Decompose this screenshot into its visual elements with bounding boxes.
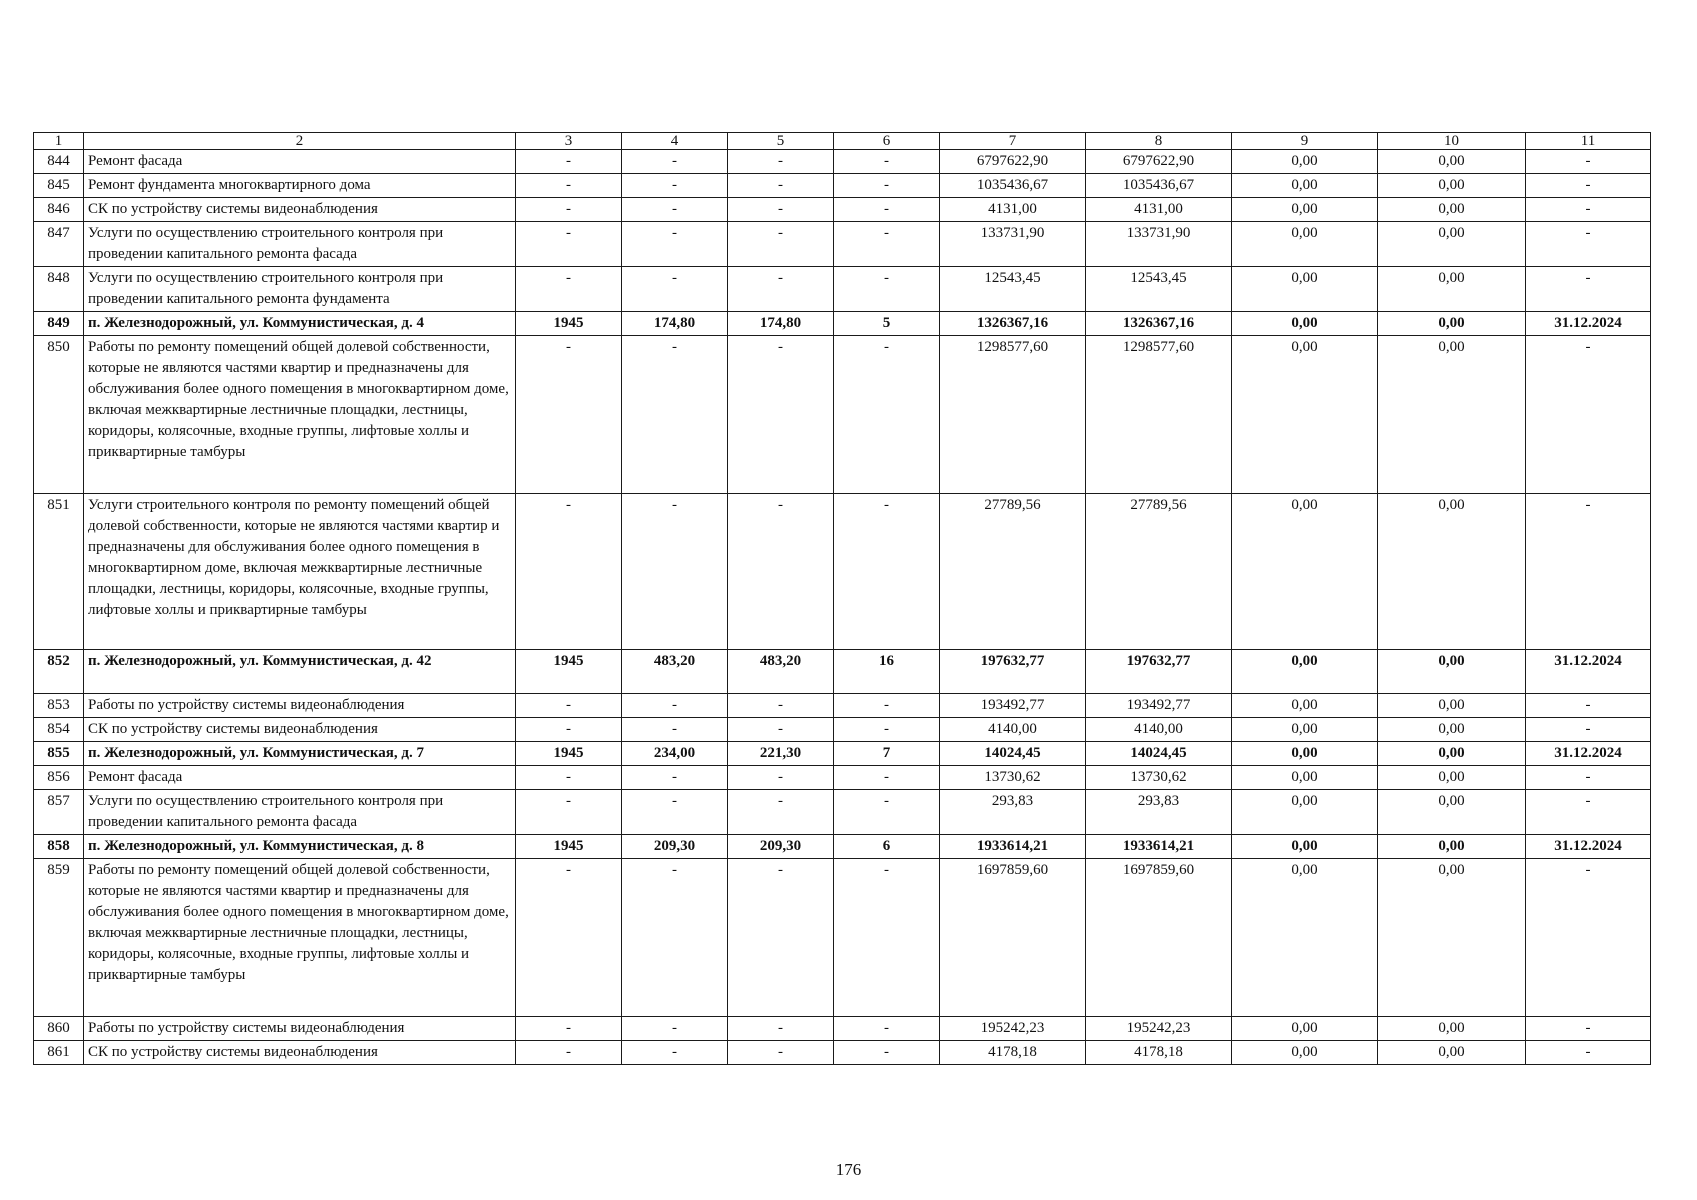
page-number: 176 bbox=[835, 1160, 862, 1179]
col8-cell: 14024,45 bbox=[1086, 742, 1232, 766]
col11-cell: - bbox=[1526, 222, 1651, 267]
row-number: 845 bbox=[34, 174, 84, 198]
col8-cell: 6797622,90 bbox=[1086, 150, 1232, 174]
col11-cell: - bbox=[1526, 790, 1651, 835]
col8-cell: 4140,00 bbox=[1086, 718, 1232, 742]
col4-cell: - bbox=[622, 198, 728, 222]
col9-cell: 0,00 bbox=[1232, 494, 1378, 650]
work-name: Услуги по осуществлению строительного контроля при проведении капитального ремонта фасада bbox=[84, 222, 516, 267]
col7-cell: 293,83 bbox=[940, 790, 1086, 835]
col3-cell: 1945 bbox=[516, 835, 622, 859]
col-header-5: 5 bbox=[728, 133, 834, 150]
col4-cell: 209,30 bbox=[622, 835, 728, 859]
col4-cell: - bbox=[622, 494, 728, 650]
col7-cell: 1933614,21 bbox=[940, 835, 1086, 859]
col9-cell: 0,00 bbox=[1232, 859, 1378, 1017]
work-name: Ремонт фундамента многоквартирного дома bbox=[84, 174, 516, 198]
col-header-6: 6 bbox=[834, 133, 940, 150]
col10-cell: 0,00 bbox=[1378, 650, 1526, 694]
work-name: п. Железнодорожный, ул. Коммунистическая, д. 8 bbox=[84, 835, 516, 859]
col7-cell: 4131,00 bbox=[940, 198, 1086, 222]
col4-cell: - bbox=[622, 1017, 728, 1041]
table-row bbox=[34, 790, 1651, 835]
work-name: СК по устройству системы видеонаблюдения bbox=[84, 1041, 516, 1065]
table-row bbox=[34, 174, 1651, 198]
col6-cell: 7 bbox=[834, 742, 940, 766]
work-name: п. Железнодорожный, ул. Коммунистическая, д. 7 bbox=[84, 742, 516, 766]
work-name: Услуги строительного контроля по ремонту помещений общей долевой собственности, которые не являются частями квартир и предназначены для обслуживания более одного помещения в многоквартирном доме, включая межквартирные лестничные площадки, лестницы, коридоры, колясочные, входные группы, лифтовые холлы и приквартирные тамбуры bbox=[84, 494, 516, 650]
col11-cell: - bbox=[1526, 694, 1651, 718]
col6-cell: 5 bbox=[834, 312, 940, 336]
data-table bbox=[33, 132, 1651, 1065]
col10-cell: 0,00 bbox=[1378, 694, 1526, 718]
col5-cell: - bbox=[728, 859, 834, 1017]
col9-cell: 0,00 bbox=[1232, 718, 1378, 742]
row-number: 856 bbox=[34, 766, 84, 790]
col8-cell: 27789,56 bbox=[1086, 494, 1232, 650]
col-header-11: 11 bbox=[1526, 133, 1651, 150]
address-row bbox=[34, 835, 1651, 859]
table-row bbox=[34, 222, 1651, 267]
col10-cell: 0,00 bbox=[1378, 718, 1526, 742]
col5-cell: 174,80 bbox=[728, 312, 834, 336]
row-number: 859 bbox=[34, 859, 84, 1017]
work-name: п. Железнодорожный, ул. Коммунистическая, д. 4 bbox=[84, 312, 516, 336]
row-number: 849 bbox=[34, 312, 84, 336]
col8-cell: 4178,18 bbox=[1086, 1041, 1232, 1065]
col11-cell: - bbox=[1526, 1017, 1651, 1041]
address-row bbox=[34, 312, 1651, 336]
col3-cell: - bbox=[516, 198, 622, 222]
col7-cell: 197632,77 bbox=[940, 650, 1086, 694]
col4-cell: - bbox=[622, 790, 728, 835]
col-header-8: 8 bbox=[1086, 133, 1232, 150]
col6-cell: - bbox=[834, 267, 940, 312]
col3-cell: 1945 bbox=[516, 312, 622, 336]
work-name: Ремонт фасада bbox=[84, 766, 516, 790]
row-number: 858 bbox=[34, 835, 84, 859]
col6-cell: - bbox=[834, 150, 940, 174]
col3-cell: - bbox=[516, 494, 622, 650]
col8-cell: 1697859,60 bbox=[1086, 859, 1232, 1017]
col7-cell: 4178,18 bbox=[940, 1041, 1086, 1065]
col5-cell: - bbox=[728, 150, 834, 174]
row-number: 850 bbox=[34, 336, 84, 494]
work-name: Работы по устройству системы видеонаблюдения bbox=[84, 1017, 516, 1041]
col7-cell: 14024,45 bbox=[940, 742, 1086, 766]
col6-cell: - bbox=[834, 694, 940, 718]
col3-cell: - bbox=[516, 267, 622, 312]
col6-cell: - bbox=[834, 718, 940, 742]
table-row bbox=[34, 1017, 1651, 1041]
col6-cell: - bbox=[834, 198, 940, 222]
work-name: Ремонт фасада bbox=[84, 150, 516, 174]
work-name: Услуги по осуществлению строительного контроля при проведении капитального ремонта фундамента bbox=[84, 267, 516, 312]
work-name: Работы по ремонту помещений общей долевой собственности, которые не являются частями квартир и предназначены для обслуживания более одного помещения в многоквартирном доме, включая межквартирные лестничные площадки, лестницы, коридоры, колясочные, входные группы, лифтовые холлы и приквартирные тамбуры bbox=[84, 859, 516, 1017]
col8-cell: 1035436,67 bbox=[1086, 174, 1232, 198]
row-number: 854 bbox=[34, 718, 84, 742]
col5-cell: 221,30 bbox=[728, 742, 834, 766]
col4-cell: - bbox=[622, 718, 728, 742]
col3-cell: - bbox=[516, 859, 622, 1017]
col9-cell: 0,00 bbox=[1232, 790, 1378, 835]
col3-cell: - bbox=[516, 222, 622, 267]
col5-cell: - bbox=[728, 718, 834, 742]
col9-cell: 0,00 bbox=[1232, 1017, 1378, 1041]
col8-cell: 197632,77 bbox=[1086, 650, 1232, 694]
work-name: Работы по устройству системы видеонаблюдения bbox=[84, 694, 516, 718]
col-header-1: 1 bbox=[34, 133, 84, 150]
col4-cell: 174,80 bbox=[622, 312, 728, 336]
col7-cell: 27789,56 bbox=[940, 494, 1086, 650]
col7-cell: 1298577,60 bbox=[940, 336, 1086, 494]
col-header-9: 9 bbox=[1232, 133, 1378, 150]
col11-cell: - bbox=[1526, 198, 1651, 222]
col-header-3: 3 bbox=[516, 133, 622, 150]
col9-cell: 0,00 bbox=[1232, 198, 1378, 222]
row-number: 848 bbox=[34, 267, 84, 312]
row-number: 851 bbox=[34, 494, 84, 650]
col9-cell: 0,00 bbox=[1232, 742, 1378, 766]
address-row bbox=[34, 650, 1651, 694]
col9-cell: 0,00 bbox=[1232, 835, 1378, 859]
col5-cell: - bbox=[728, 222, 834, 267]
col10-cell: 0,00 bbox=[1378, 222, 1526, 267]
col4-cell: - bbox=[622, 222, 728, 267]
table-row bbox=[34, 198, 1651, 222]
work-name: п. Железнодорожный, ул. Коммунистическая, д. 42 bbox=[84, 650, 516, 694]
col4-cell: - bbox=[622, 859, 728, 1017]
col10-cell: 0,00 bbox=[1378, 150, 1526, 174]
table-row bbox=[34, 494, 1651, 650]
col10-cell: 0,00 bbox=[1378, 494, 1526, 650]
col9-cell: 0,00 bbox=[1232, 766, 1378, 790]
col7-cell: 195242,23 bbox=[940, 1017, 1086, 1041]
col5-cell: - bbox=[728, 1041, 834, 1065]
col8-cell: 12543,45 bbox=[1086, 267, 1232, 312]
col9-cell: 0,00 bbox=[1232, 650, 1378, 694]
col3-cell: 1945 bbox=[516, 650, 622, 694]
table-row bbox=[34, 1041, 1651, 1065]
row-number: 855 bbox=[34, 742, 84, 766]
col4-cell: - bbox=[622, 267, 728, 312]
col7-cell: 4140,00 bbox=[940, 718, 1086, 742]
row-number: 846 bbox=[34, 198, 84, 222]
col3-cell: 1945 bbox=[516, 742, 622, 766]
row-number: 861 bbox=[34, 1041, 84, 1065]
col10-cell: 0,00 bbox=[1378, 1041, 1526, 1065]
address-row bbox=[34, 742, 1651, 766]
col5-cell: - bbox=[728, 694, 834, 718]
col3-cell: - bbox=[516, 790, 622, 835]
col10-cell: 0,00 bbox=[1378, 859, 1526, 1017]
col4-cell: 483,20 bbox=[622, 650, 728, 694]
col6-cell: - bbox=[834, 1017, 940, 1041]
col6-cell: 6 bbox=[834, 835, 940, 859]
col6-cell: - bbox=[834, 859, 940, 1017]
col-header-7: 7 bbox=[940, 133, 1086, 150]
col11-cell: - bbox=[1526, 336, 1651, 494]
col10-cell: 0,00 bbox=[1378, 312, 1526, 336]
col10-cell: 0,00 bbox=[1378, 742, 1526, 766]
row-number: 844 bbox=[34, 150, 84, 174]
col8-cell: 13730,62 bbox=[1086, 766, 1232, 790]
col7-cell: 6797622,90 bbox=[940, 150, 1086, 174]
col5-cell: - bbox=[728, 267, 834, 312]
col5-cell: - bbox=[728, 494, 834, 650]
table-row bbox=[34, 267, 1651, 312]
col4-cell: - bbox=[622, 766, 728, 790]
col3-cell: - bbox=[516, 766, 622, 790]
col5-cell: - bbox=[728, 766, 834, 790]
col3-cell: - bbox=[516, 1017, 622, 1041]
table-row bbox=[34, 859, 1651, 1017]
col7-cell: 1326367,16 bbox=[940, 312, 1086, 336]
work-name: Работы по ремонту помещений общей долевой собственности, которые не являются частями квартир и предназначены для обслуживания более одного помещения в многоквартирном доме, включая межквартирные лестничные площадки, лестницы, коридоры, колясочные, входные группы, лифтовые холлы и приквартирные тамбуры bbox=[84, 336, 516, 494]
col11-cell: - bbox=[1526, 766, 1651, 790]
col6-cell: 16 bbox=[834, 650, 940, 694]
col5-cell: - bbox=[728, 790, 834, 835]
col10-cell: 0,00 bbox=[1378, 790, 1526, 835]
col10-cell: 0,00 bbox=[1378, 198, 1526, 222]
row-number: 847 bbox=[34, 222, 84, 267]
col10-cell: 0,00 bbox=[1378, 1017, 1526, 1041]
work-name: СК по устройству системы видеонаблюдения bbox=[84, 198, 516, 222]
col8-cell: 133731,90 bbox=[1086, 222, 1232, 267]
col11-cell: 31.12.2024 bbox=[1526, 835, 1651, 859]
col8-cell: 195242,23 bbox=[1086, 1017, 1232, 1041]
col7-cell: 12543,45 bbox=[940, 267, 1086, 312]
table-row bbox=[34, 336, 1651, 494]
col9-cell: 0,00 bbox=[1232, 267, 1378, 312]
col6-cell: - bbox=[834, 494, 940, 650]
table-row bbox=[34, 150, 1651, 174]
row-number: 857 bbox=[34, 790, 84, 835]
col11-cell: - bbox=[1526, 174, 1651, 198]
table-row bbox=[34, 766, 1651, 790]
header-row bbox=[34, 133, 1651, 150]
col3-cell: - bbox=[516, 1041, 622, 1065]
col4-cell: - bbox=[622, 1041, 728, 1065]
col5-cell: - bbox=[728, 1017, 834, 1041]
col3-cell: - bbox=[516, 150, 622, 174]
col8-cell: 1326367,16 bbox=[1086, 312, 1232, 336]
col7-cell: 193492,77 bbox=[940, 694, 1086, 718]
row-number: 852 bbox=[34, 650, 84, 694]
col5-cell: - bbox=[728, 174, 834, 198]
col7-cell: 13730,62 bbox=[940, 766, 1086, 790]
col8-cell: 1933614,21 bbox=[1086, 835, 1232, 859]
table-row bbox=[34, 718, 1651, 742]
col7-cell: 1697859,60 bbox=[940, 859, 1086, 1017]
row-number: 853 bbox=[34, 694, 84, 718]
col5-cell: - bbox=[728, 336, 834, 494]
col-header-2: 2 bbox=[84, 133, 516, 150]
col9-cell: 0,00 bbox=[1232, 222, 1378, 267]
col9-cell: 0,00 bbox=[1232, 312, 1378, 336]
col9-cell: 0,00 bbox=[1232, 174, 1378, 198]
col11-cell: - bbox=[1526, 494, 1651, 650]
col4-cell: - bbox=[622, 174, 728, 198]
work-name: Услуги по осуществлению строительного контроля при проведении капитального ремонта фасада bbox=[84, 790, 516, 835]
col11-cell: - bbox=[1526, 859, 1651, 1017]
col11-cell: - bbox=[1526, 1041, 1651, 1065]
work-name: СК по устройству системы видеонаблюдения bbox=[84, 718, 516, 742]
col5-cell: 483,20 bbox=[728, 650, 834, 694]
col10-cell: 0,00 bbox=[1378, 336, 1526, 494]
col9-cell: 0,00 bbox=[1232, 1041, 1378, 1065]
row-number: 860 bbox=[34, 1017, 84, 1041]
col6-cell: - bbox=[834, 174, 940, 198]
col11-cell: - bbox=[1526, 718, 1651, 742]
col7-cell: 133731,90 bbox=[940, 222, 1086, 267]
table-row bbox=[34, 694, 1651, 718]
col8-cell: 4131,00 bbox=[1086, 198, 1232, 222]
col8-cell: 1298577,60 bbox=[1086, 336, 1232, 494]
col11-cell: 31.12.2024 bbox=[1526, 742, 1651, 766]
col6-cell: - bbox=[834, 766, 940, 790]
col11-cell: 31.12.2024 bbox=[1526, 650, 1651, 694]
col4-cell: - bbox=[622, 336, 728, 494]
col9-cell: 0,00 bbox=[1232, 150, 1378, 174]
col6-cell: - bbox=[834, 336, 940, 494]
col4-cell: - bbox=[622, 150, 728, 174]
col-header-10: 10 bbox=[1378, 133, 1526, 150]
col9-cell: 0,00 bbox=[1232, 694, 1378, 718]
col3-cell: - bbox=[516, 336, 622, 494]
col10-cell: 0,00 bbox=[1378, 174, 1526, 198]
col6-cell: - bbox=[834, 1041, 940, 1065]
col8-cell: 293,83 bbox=[1086, 790, 1232, 835]
col9-cell: 0,00 bbox=[1232, 336, 1378, 494]
col6-cell: - bbox=[834, 790, 940, 835]
col4-cell: 234,00 bbox=[622, 742, 728, 766]
col10-cell: 0,00 bbox=[1378, 267, 1526, 312]
col3-cell: - bbox=[516, 174, 622, 198]
col10-cell: 0,00 bbox=[1378, 835, 1526, 859]
col-header-4: 4 bbox=[622, 133, 728, 150]
col8-cell: 193492,77 bbox=[1086, 694, 1232, 718]
col5-cell: 209,30 bbox=[728, 835, 834, 859]
col4-cell: - bbox=[622, 694, 728, 718]
col3-cell: - bbox=[516, 718, 622, 742]
col6-cell: - bbox=[834, 222, 940, 267]
col11-cell: - bbox=[1526, 150, 1651, 174]
col7-cell: 1035436,67 bbox=[940, 174, 1086, 198]
col11-cell: 31.12.2024 bbox=[1526, 312, 1651, 336]
col3-cell: - bbox=[516, 694, 622, 718]
col5-cell: - bbox=[728, 198, 834, 222]
col10-cell: 0,00 bbox=[1378, 766, 1526, 790]
col11-cell: - bbox=[1526, 267, 1651, 312]
